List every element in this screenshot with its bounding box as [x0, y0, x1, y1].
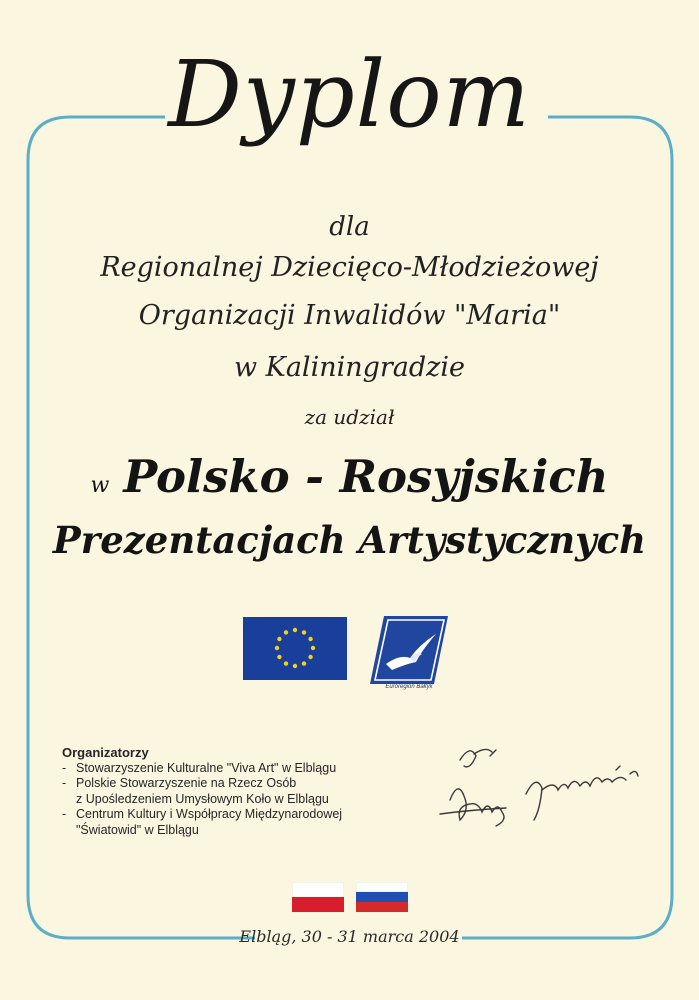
- organizer-item-3: [62, 807, 422, 838]
- diploma-title: Dyplom: [168, 41, 531, 148]
- organizers-header: Organizatorzy: [62, 745, 149, 760]
- euroregion-baltic-logo: [370, 614, 448, 694]
- signatures-icon: [430, 740, 660, 850]
- organizer-3-line-2: "Światowid" w Elblągu: [76, 822, 199, 837]
- recipient-line-1: Regionalnej Dziecięco-Młodzieżowej: [100, 252, 599, 283]
- organizers-block: [62, 745, 422, 839]
- organizer-item-1: [62, 761, 422, 777]
- organizer-2-line-2: z Upośledzeniem Umysłowym Koło w Elblągu: [76, 791, 329, 806]
- recipient-line-3: w Kaliningradzie: [233, 352, 466, 383]
- event-line-1-row: [0, 450, 699, 503]
- organizer-2-line-1: Polskie Stowarzyszenie na Rzecz Osób: [76, 776, 297, 791]
- event-line-2: Prezentacjach Artystycznych: [52, 518, 647, 562]
- euroregion-caption: Euroregion Bałtyk: [385, 684, 433, 690]
- recipient-line-2: Organizacji Inwalidów "Maria": [138, 300, 561, 331]
- participation-text: za udział: [304, 405, 395, 429]
- organizer-3-line-1: Centrum Kultury i Współpracy Międzynarodowej: [76, 807, 343, 822]
- dla-text: dla: [329, 212, 370, 242]
- event-prefix: w: [90, 473, 110, 498]
- russia-flag-icon: [356, 882, 408, 912]
- eu-flag-icon: [243, 617, 347, 680]
- organizer-item-2: [62, 776, 422, 807]
- event-line-1: Polsko - Rosyjskich: [123, 450, 609, 503]
- eu-stars-icon: [243, 617, 347, 680]
- poland-flag-icon: [292, 882, 344, 912]
- date-place: Elbląg, 30 - 31 marca 2004: [239, 927, 460, 946]
- organizer-1-name: Stowarzyszenie Kulturalne "Viva Art" w Elblągu: [76, 760, 337, 775]
